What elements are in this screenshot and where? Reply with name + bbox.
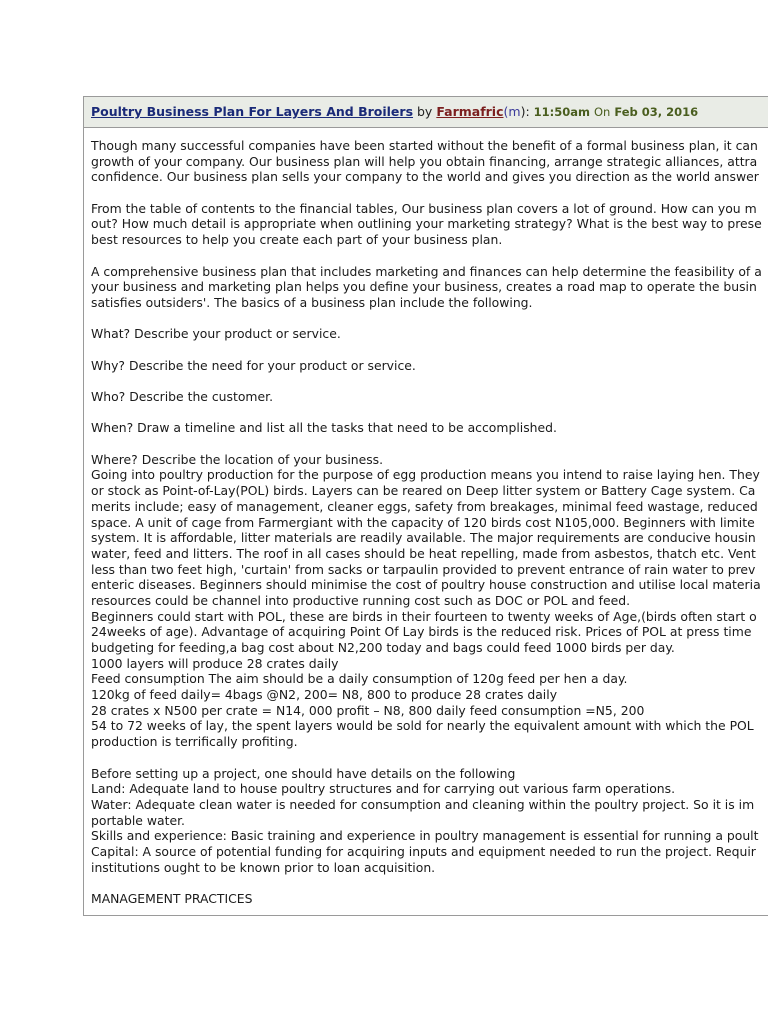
paragraph-line: Why? Describe the need for your product or service. [91,357,416,373]
paragraph-line: satisfies outsiders'. The basics of a business plan include the following. [91,294,533,310]
paragraph-line: Capital: A source of potential funding for acquiring inputs and equipment needed to run the project. Requir [91,843,756,859]
paragraph-line: Who? Describe the customer. [91,389,274,404]
paragraph-line: Feed consumption The aim should be a daily consumption of 120g feed per hen a day. [91,671,628,687]
on-label: On [594,105,611,119]
paragraph-line: 24weeks of age). Advantage of acquiring Point Of Lay birds is the reduced risk. Prices of POL at press time [91,624,752,640]
paragraph-gap [91,248,768,264]
mod-open: ( [503,104,509,119]
paragraph-line: 54 to 72 weeks of lay, the spent layers would be sold for nearly the equivalent amount with which the POL [91,718,754,734]
paragraph-line: enteric diseases. Beginners should minimise the cost of poultry house construction and utilise local materia [91,577,761,593]
paragraph-line: budgeting for feeding,a bag cost about N2,200 today and bags could feed 1000 birds per day. [91,640,675,655]
paragraph-line: 120kg of feed daily= 4bags @N2, 200= N8, 800 to produce 28 crates daily [91,687,558,703]
paragraph-line: 1000 layers will produce 28 crates daily [91,655,339,671]
paragraph-line: Though many successful companies have been started without the benefit of a formal business plan, it can [91,138,758,153]
paragraph-line: Before setting up a project, one should have details on the following [91,765,516,781]
paragraph-line: When? Draw a timeline and list all the tasks that need to be accomplished. [91,420,557,436]
post-body [84,128,768,907]
post-header [84,97,768,128]
paragraph-gap [91,311,768,327]
moderator-badge[interactable]: m [508,104,521,119]
post-date: Feb 03, 2016 [614,105,699,119]
paragraph-line: your business and marketing plan helps you define your business, creates a road map to operate the busin [91,279,757,295]
forum-post [83,96,768,916]
paragraph-line: space. A unit of cage from Farmergiant with the capacity of 120 birds cost N105,000. Beginners with limite [91,514,755,530]
paragraph-gap [91,405,768,421]
paragraph-line: or stock as Point-of-Lay(POL) birds. Layers can be reared on Deep litter system or Battery Cage system. Ca [91,483,756,499]
paragraph-line: water, feed and litters. The roof in all cases should be heat repelling, made from asbestos, thatch etc. Vent [91,545,756,561]
paragraph-line: less than two feet high, 'curtain' from sacks or tarpaulin provided to prevent entrance of rain water to prev [91,561,756,577]
paragraph-line: From the table of contents to the financial tables, Our business plan covers a lot of ground. How can you m [91,200,757,216]
paragraph-line: system. It is affordable, litter materials are readily available. The major requirements are conducive housin [91,530,756,546]
author-link[interactable]: Farmafric [436,104,504,119]
paragraph-line: Where? Describe the location of your business. [91,451,384,467]
paragraph-line: growth of your company. Our business plan will help you obtain financing, arrange strategic alliances, attra [91,153,758,169]
paragraph-gap [91,875,768,891]
paragraph-line: portable water. [91,812,185,828]
paragraph-gap [91,373,768,389]
by-label: by [417,104,433,119]
paragraph-gap [91,185,768,201]
paragraph-line: Land: Adequate land to house poultry structures and for carrying out various farm operations. [91,781,676,797]
post-title-link[interactable]: Poultry Business Plan For Layers And Broilers [91,104,414,119]
paragraph-gap [91,750,768,766]
paragraph-line: MANAGEMENT PRACTICES [91,891,253,906]
paragraph-line: A comprehensive business plan that includes marketing and finances can help determine the feasibility of a [91,263,762,279]
paragraph-line: out? How much detail is appropriate when outlining your marketing strategy? What is the best way to prese [91,216,762,232]
paragraph-line: What? Describe your product or service. [91,326,341,342]
paragraph-line: institutions ought to be known prior to loan acquisition. [91,859,436,875]
paragraph-line: 28 crates x N500 per crate = N14, 000 profit – N8, 800 daily feed consumption =N5, 200 [91,702,645,718]
paragraph-line: Beginners could start with POL, these are birds in their fourteen to twenty weeks of Age,(birds often start o [91,608,757,624]
mod-close: ): [520,104,530,119]
paragraph-gap [91,436,768,452]
paragraph-line: merits include; easy of management, cleaner eggs, safety from breakages, minimal feed wastage, reduced [91,498,758,514]
post-time: 11:50am [533,105,591,119]
paragraph-gap [91,342,768,358]
paragraph-line: Going into poultry production for the purpose of egg production means you intend to raise laying hen. They [91,467,760,483]
paragraph-line: best resources to help you create each part of your business plan. [91,232,503,248]
paragraph-line: confidence. Our business plan sells your company to the world and gives you direction as the world answer [91,169,759,185]
paragraph-line: Water: Adequate clean water is needed for consumption and cleaning within the poultry project. So it is im [91,796,755,812]
paragraph-line: production is terrifically profiting. [91,734,298,750]
paragraph-line: Skills and experience: Basic training and experience in poultry management is essential for running a poult [91,828,759,844]
paragraph-line: resources could be channel into productive running cost such as DOC or POL and feed. [91,592,631,608]
